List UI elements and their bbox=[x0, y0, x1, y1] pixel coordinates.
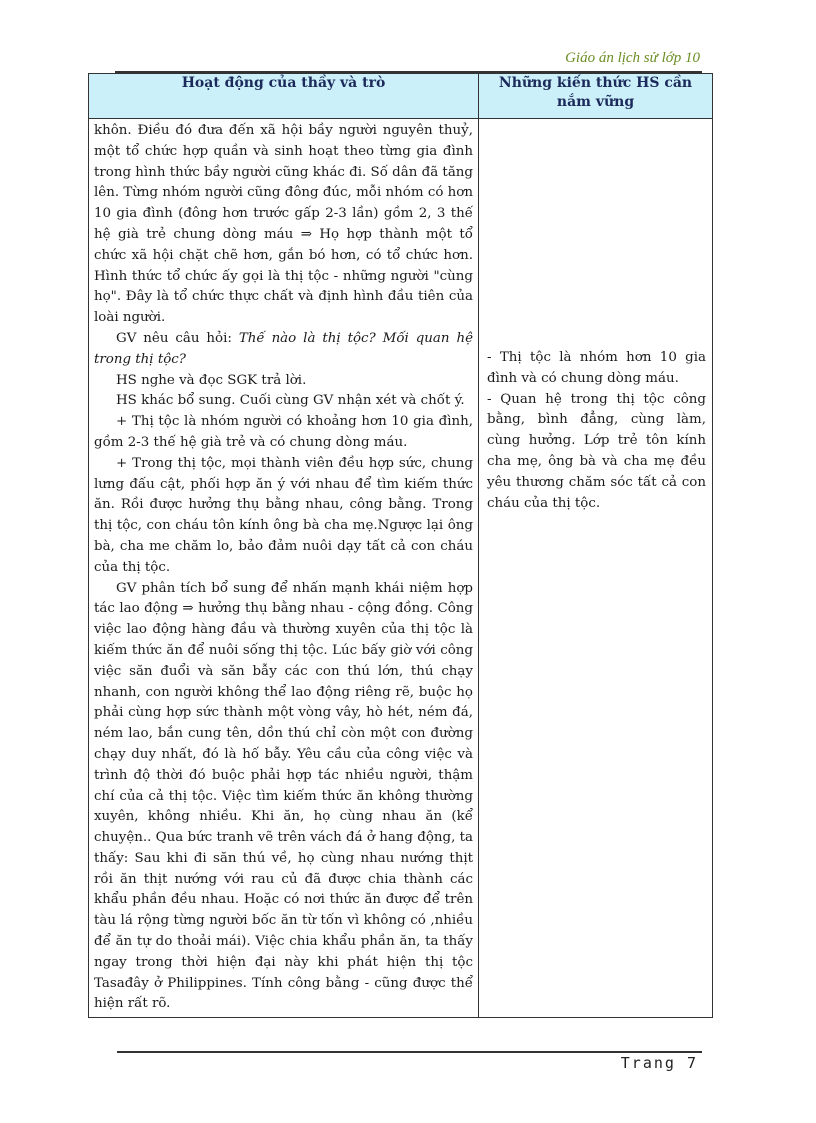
activities-cell bbox=[89, 119, 479, 1018]
knowledge-cell bbox=[479, 119, 713, 1018]
page-number: Trang 7 bbox=[620, 1054, 698, 1072]
paragraph-teacher-analysis: GV phân tích bổ sung để nhấn mạnh khái niệm hợp tác lao động ⇒ hưởng thụ bằng nhau - cộng đồng. Công việc lao động hàng đầu và thường xuyên của thị tộc là kiếm thức ăn để nuôi sống thị tộc. Lúc bấy giờ với công việc săn đuổi và săn bẫy các con thú lớn, thú chạy nhanh, con người không thể lao động riêng rẽ, buộc họ phải cùng hợp sức thành một vòng vây, hò hét, ném đá, ném lao, bắn cung tên, dồn thú chỉ còn một con đường chạy duy nhất, đó là hố bẫy. Yêu cầu của công việc và trình độ thời đó buộc phải hợp tác nhiều người, thậm chí của cả thị tộc. Việc tìm kiếm thức ăn không thường xuyên, không nhiều. Khi ăn, họ cùng nhau ăn (kể chuyện.. Qua bức tranh vẽ trên vách đá ở hang động, ta thấy: Sau khi đi săn thú về, họ cùng nhau nướng thịt rồi ăn thịt nướng với rau củ đã được chia thành các khẩu phần đều nhau. Hoặc có nơi thức ăn được để trên tàu lá rộng từng người bốc ăn từ tốn vì không có ,nhiều để ăn tự do thoải mái). Việc chia khẩu phần ăn, ta thấy ngay trong thời hiện đại này khi phát hiện thị tộc Tasađây ở Philippines. Tính công bằng - cũng được thể hiện rất rõ. bbox=[94, 580, 473, 1012]
footer-divider bbox=[117, 1051, 702, 1053]
lesson-table bbox=[88, 73, 713, 1018]
paragraph-point-relations: + Trong thị tộc, mọi thành viên đều hợp sức, chung lưng đấu cật, phối hợp ăn ý với nhau để tìm kiếm thức ăn. Rồi được hưởng thụ bằng nhau, công bằng. Trong thị tộc, con cháu tôn kính ông bà cha mẹ.Ngược lại ông bà, cha me chăm lo, bảo đảm nuôi dạy tất cả con cháu của thị tộc. bbox=[94, 455, 473, 575]
table-row bbox=[89, 119, 713, 1018]
paragraph-teacher-conclusion: HS khác bổ sung. Cuối cùng GV nhận xét và chốt ý. bbox=[116, 393, 465, 409]
column-header-knowledge: Những kiến thức HS cần nắm vững bbox=[479, 74, 713, 119]
knowledge-item-definition: - Thị tộc là nhóm hơn 10 gia đình và có chung dòng máu. bbox=[487, 350, 706, 386]
table-header-row bbox=[89, 74, 713, 119]
paragraph-student-answer: HS nghe và đọc SGK trả lời. bbox=[116, 372, 307, 388]
paragraph-point-definition: + Thị tộc là nhóm người có khoảng hơn 10 gia đình, gồm 2-3 thế hệ già trẻ và có chung dòng máu. bbox=[94, 414, 473, 450]
document-header-title: Giáo án lịch sử lớp 10 bbox=[565, 50, 700, 66]
question-prefix: GV nêu câu hỏi: bbox=[116, 330, 239, 346]
paragraph-teacher-question bbox=[94, 329, 473, 371]
column-header-activities: Hoạt động của thầy và trò bbox=[89, 74, 479, 119]
question-text: Thế nào là thị tộc? Mối quan hệ trong thị tộc? bbox=[94, 330, 473, 367]
knowledge-item-relations: - Quan hệ trong thị tộc công bằng, bình đẳng, cùng làm, cùng hưởng. Lớp trẻ tôn kính cha mẹ, ông bà và cha mẹ đều yêu thương chăm sóc tất cả con cháu của thị tộc. bbox=[487, 391, 706, 511]
paragraph-intro: khôn. Điều đó đưa đến xã hội bầy người nguyên thuỷ, một tổ chức hợp quần và sinh hoạt theo từng gia đình trong hình thức bầy người cũng khác đi. Số dân đã tăng lên. Từng nhóm người cũng đông đúc, mỗi nhóm có hơn 10 gia đình (đông hơn trước gấp 2-3 lần) gồm 2, 3 thế hệ già trẻ chung dòng máu ⇒ Họ hợp thành một tổ chức xã hội chặt chẽ hơn, gắn bó hơn, có tổ chức hơn. Hình thức tổ chức ấy gọi là thị tộc - những người "cùng họ". Đây là tổ chức thực chất và định hình đầu tiên của loài người. bbox=[94, 123, 473, 326]
